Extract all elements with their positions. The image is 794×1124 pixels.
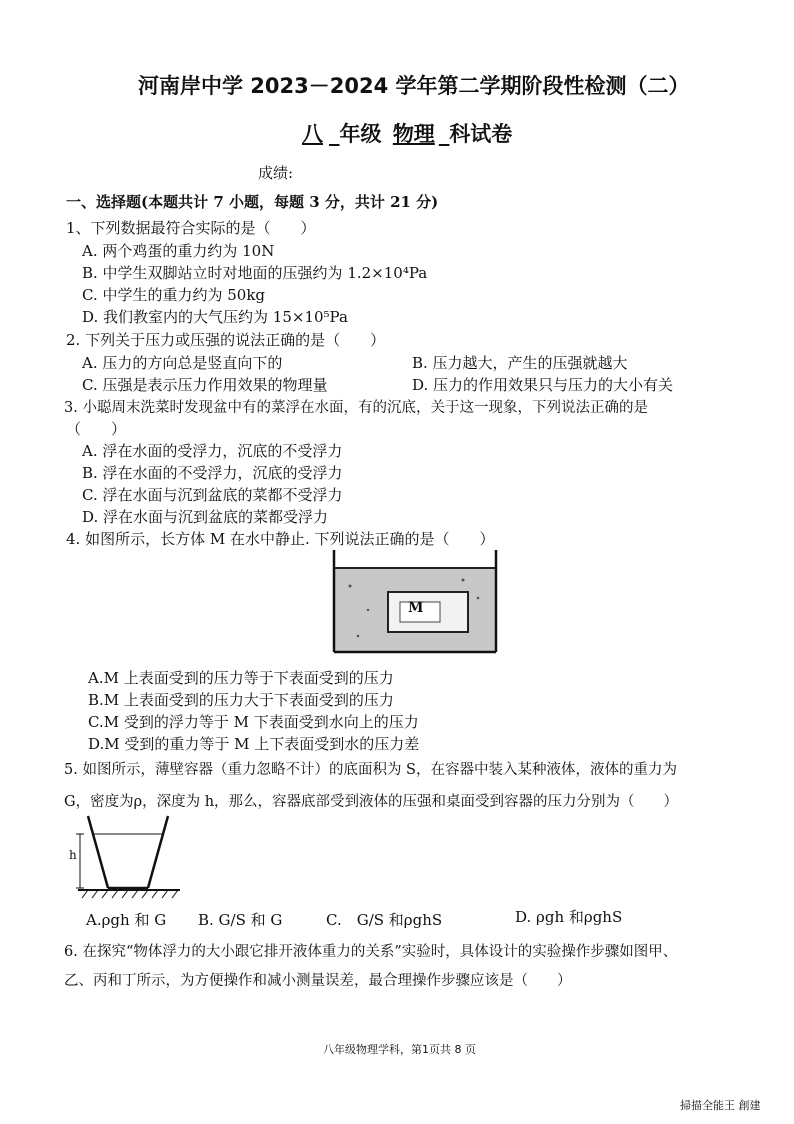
question-3-option-a: A. 浮在水面的受浮力，沉底的不受浮力 (82, 442, 343, 460)
block-m-label: M (408, 600, 424, 616)
question-3-option-c: C. 浮在水面与沉到盆底的菜都不受浮力 (82, 486, 343, 504)
question-6-stem-line1: 6. 在探究“物体浮力的大小跟它排开液体重力的关系”实验时，具体设计的实验操作步骤如图甲、 (64, 944, 678, 960)
question-5-option-d: D. ρgh 和ρghS (515, 908, 623, 926)
question-2-option-a: A. 压力的方向总是竖直向下的 (82, 354, 283, 372)
section-heading: 一、选择题(本题共计 7 小题，每题 3 分，共计 21 分) (66, 193, 439, 211)
question-4-option-a: A.M 上表面受到的压力等于下表面受到的压力 (88, 669, 394, 687)
question-1-option-c: C. 中学生的重力约为 50kg (82, 286, 266, 304)
height-label: h (69, 848, 77, 862)
subject-suffix: _科试卷 (438, 122, 513, 146)
question-2-option-d: D. 压力的作用效果只与压力的大小有关 (412, 376, 674, 394)
page-footer: 八年级物理学科，第1页共 8 页 (323, 1043, 476, 1056)
question-1-option-b: B. 中学生双脚站立时对地面的压强约为 1.2×10⁴Pa (82, 264, 428, 282)
question-5-stem-line2: G，密度为ρ，深度为 h，那么，容器底部受到液体的压强和桌面受到容器的压力分别为（ ） (64, 794, 679, 810)
exam-title: 河南岸中学 2023－2024 学年第二学期阶段性检测（二） (138, 74, 690, 98)
question-1-option-a: A. 两个鸡蛋的重力约为 10N (82, 242, 275, 260)
question-3-stem: 3. 小聪周末洗菜时发现盆中有的菜浮在水面，有的沉底，关于这一现象，下列说法正确的是 (64, 400, 648, 416)
score-label: 成绩: (258, 164, 294, 182)
question-4-option-b: B.M 上表面受到的压力大于下表面受到的压力 (88, 691, 394, 709)
question-2-option-c: C. 压强是表示压力作用效果的物理量 (82, 376, 328, 394)
question-5-option-c: C. G/S 和ρghS (326, 911, 443, 929)
question-2-option-b: B. 压力越大，产生的压强就越大 (412, 354, 628, 372)
grade-suffix: _年级 (329, 122, 382, 146)
question-4-option-d: D.M 受到的重力等于 M 上下表面受到水的压力差 (88, 735, 420, 753)
question-3-option-b: B. 浮在水面的不受浮力，沉底的受浮力 (82, 464, 343, 482)
question-3-paren: （ ） (66, 420, 127, 438)
question-5-stem-line1: 5. 如图所示，薄壁容器（重力忽略不计）的底面积为 S，在容器中装入某种液体，液体的重力为 (64, 762, 677, 778)
subtitle-line (296, 118, 512, 148)
table-hatching (82, 890, 178, 898)
question-5-figure (68, 812, 188, 900)
question-5-option-b: B. G/S 和 G (198, 911, 283, 929)
question-1-option-d: D. 我们教室内的大气压约为 15×10⁵Pa (82, 308, 348, 326)
container-left-side (88, 816, 108, 888)
scanner-watermark: 掃描全能王 創建 (680, 1099, 761, 1112)
grade-value: 八 (302, 122, 323, 146)
question-4-stem: 4. 如图所示，长方体 M 在水中静止. 下列说法正确的是（ ） (66, 530, 495, 548)
question-4-option-c: C.M 受到的浮力等于 M 下表面受到水向上的压力 (88, 713, 419, 731)
container-right-side (148, 816, 168, 888)
question-3-option-d: D. 浮在水面与沉到盆底的菜都受浮力 (82, 508, 329, 526)
question-5-option-a: A.ρgh 和 G (86, 911, 167, 929)
question-1-stem: 1、下列数据最符合实际的是（ ） (66, 219, 316, 237)
question-6-stem-line2: 乙、丙和丁所示，为方便操作和减小测量误差，最合理操作步骤应该是（ ） (64, 973, 572, 989)
question-2-stem: 2. 下列关于压力或压强的说法正确的是（ ） (66, 331, 386, 349)
subject-value: 物理 (392, 122, 435, 146)
